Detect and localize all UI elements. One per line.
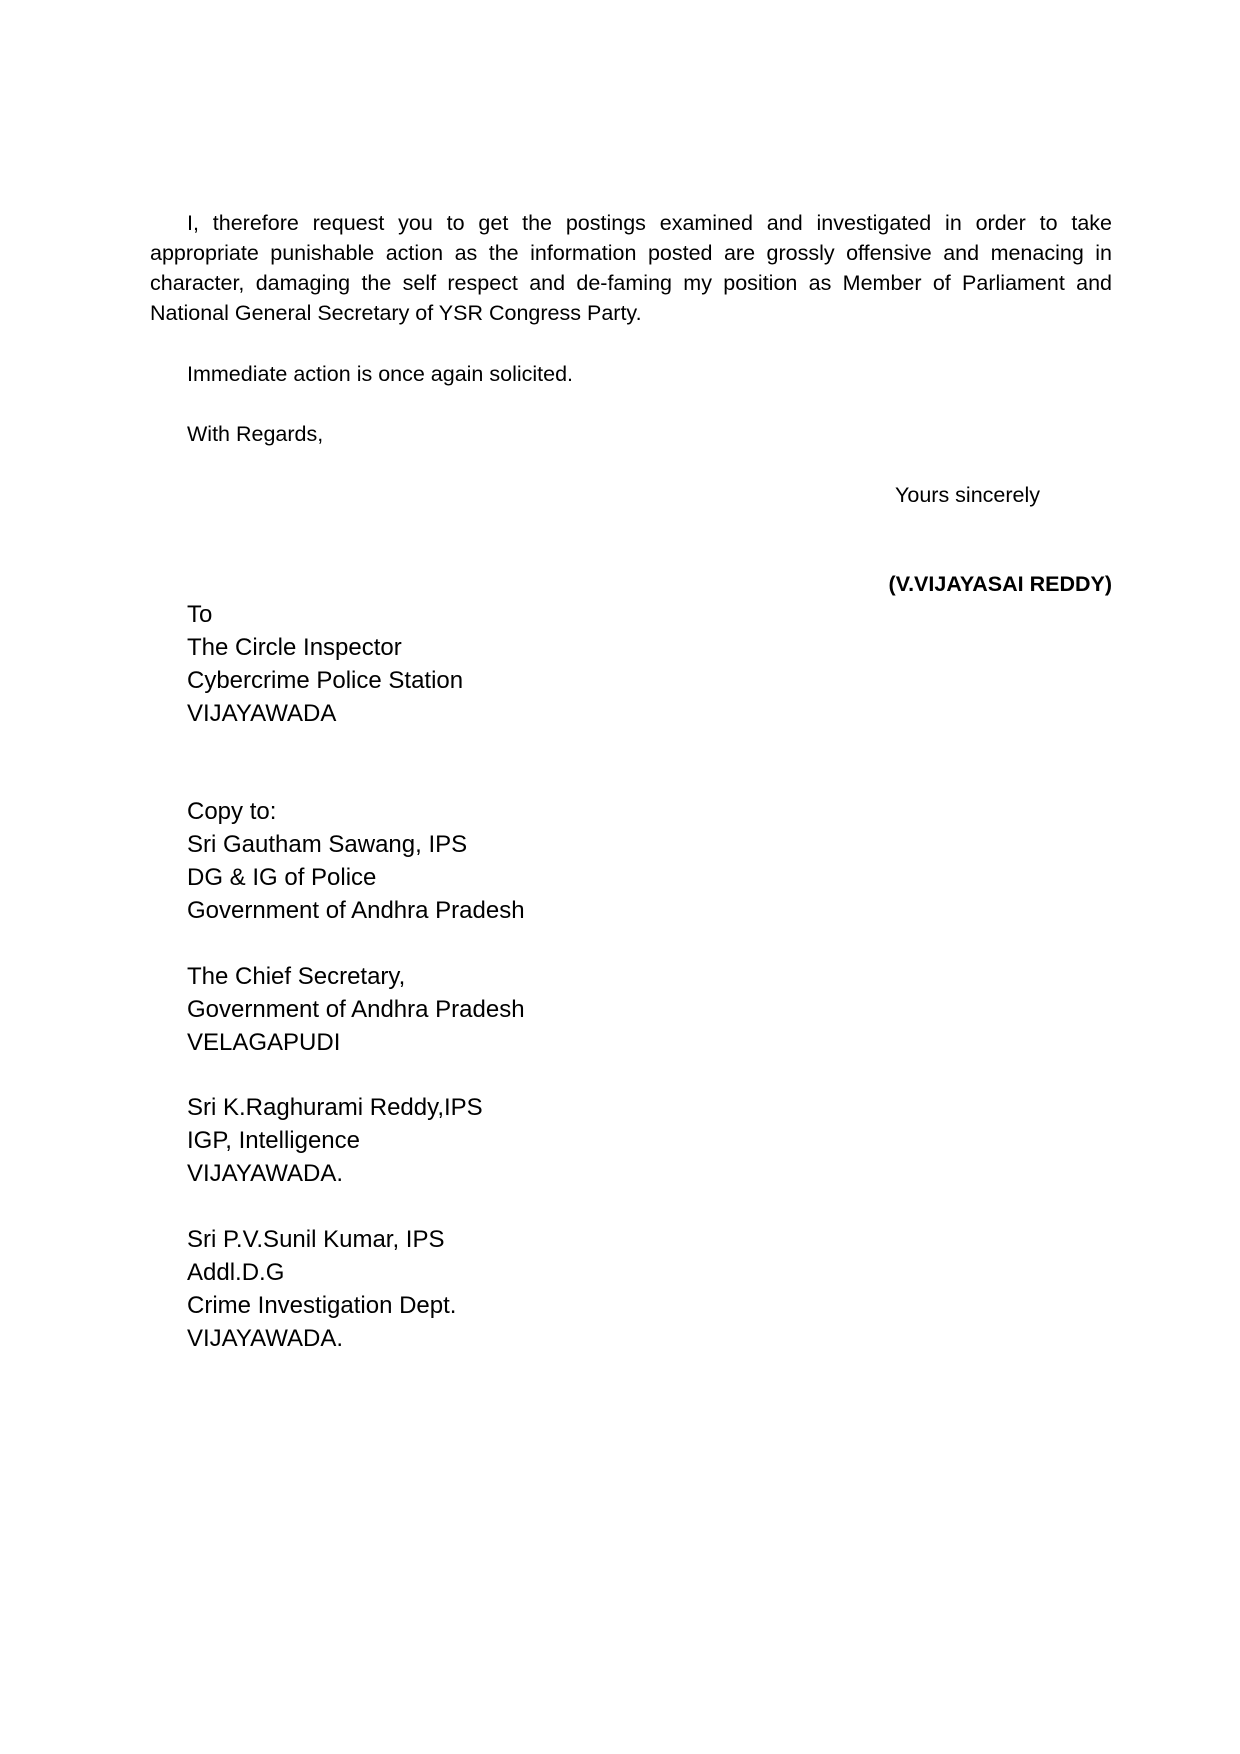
copy-line: VIJAYAWADA. <box>187 1160 344 1187</box>
signatory-name: (V.VIJAYASAI REDDY) <box>888 572 1112 596</box>
recipient-line: Cybercrime Police Station <box>187 667 464 694</box>
recipient-block <box>187 598 463 730</box>
recipient-line: VIJAYAWADA <box>187 700 337 727</box>
recipient-line: To <box>187 601 213 628</box>
copy-line: Sri Gautham Sawang, IPS <box>187 831 468 858</box>
copy-line: The Chief Secretary, <box>187 963 406 990</box>
copy-line: Addl.D.G <box>187 1259 285 1286</box>
copy-line: DG & IG of Police <box>187 864 377 891</box>
closing-line: Yours sincerely <box>895 483 1040 507</box>
copy-line: Sri K.Raghurami Reddy,IPS <box>187 1094 483 1121</box>
copy-line: Sri P.V.Sunil Kumar, IPS <box>187 1226 445 1253</box>
regards-line: With Regards, <box>187 422 324 446</box>
copy-to-label: Copy to: <box>187 798 277 825</box>
copy-to-block-3 <box>187 1091 483 1190</box>
copy-to-block-4 <box>187 1223 456 1355</box>
body-paragraph: I, therefore request you to get the postings examined and investigated in order to take appropriate punishable action as the information posted are grossly offensive and menacing in character, damaging the self respect and de-faming my position as Member of Parliament and National General Secretary of YSR Congress Party. <box>150 211 1112 325</box>
copy-line: VELAGAPUDI <box>187 1029 341 1056</box>
copy-line: Crime Investigation Dept. <box>187 1292 457 1319</box>
recipient-line: The Circle Inspector <box>187 634 402 661</box>
copy-to-block-2 <box>187 960 525 1059</box>
copy-line: IGP, Intelligence <box>187 1127 361 1154</box>
copy-line: Government of Andhra Pradesh <box>187 897 525 924</box>
copy-line: Government of Andhra Pradesh <box>187 996 525 1023</box>
action-line: Immediate action is once again solicited. <box>187 362 574 386</box>
copy-line: VIJAYAWADA. <box>187 1325 344 1352</box>
copy-to-block-1 <box>187 795 525 927</box>
